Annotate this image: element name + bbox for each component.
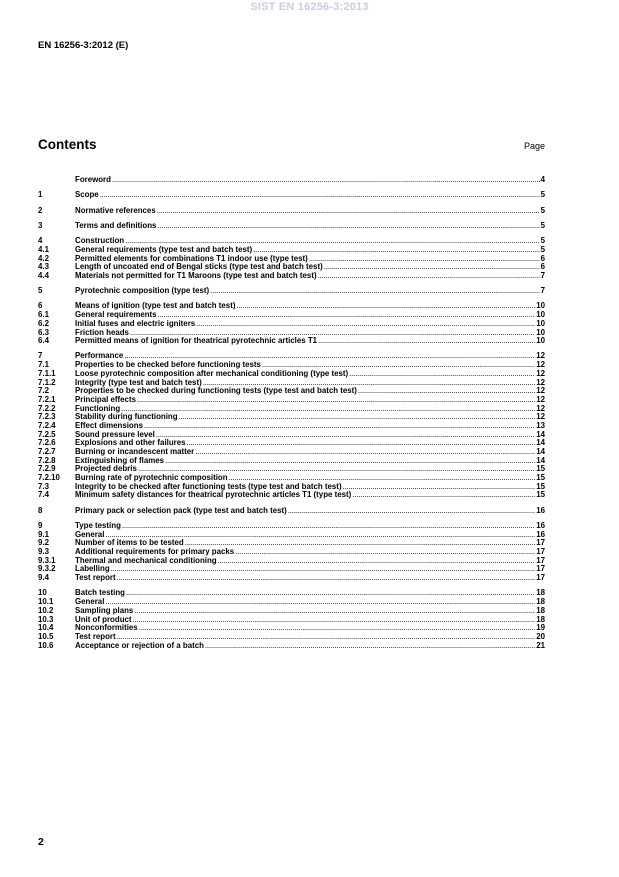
toc-entry-number: 9.3.1 (38, 555, 56, 565)
toc-entry-number: 4.3 (38, 262, 49, 272)
toc-dot-leader (318, 337, 535, 346)
toc-entry-page: 5 (540, 205, 545, 215)
toc-dot-leader (288, 507, 535, 516)
toc-entry-title: Scope (75, 190, 99, 200)
toc-dot-leader (165, 457, 535, 466)
toc-dot-leader (236, 302, 535, 311)
table-of-contents (38, 176, 545, 650)
toc-dot-leader (179, 413, 536, 422)
toc-entry-number: 7.2.4 (38, 420, 56, 430)
toc-dot-leader (137, 396, 535, 405)
toc-entry-title: Performance (75, 351, 124, 361)
toc-entry-title: Unit of product (75, 614, 132, 624)
toc-entry-title: Explosions and other failures (75, 438, 186, 448)
toc-entry-title: Friction heads (75, 327, 129, 337)
toc-entry-title: Acceptance or rejection of a batch (75, 640, 204, 650)
toc-entry-number: 7.2.3 (38, 412, 56, 422)
toc-entry-title: Labelling (75, 564, 110, 574)
toc-entry-title: Sound pressure level (75, 429, 155, 439)
toc-entry-page: 5 (540, 244, 545, 254)
toc-entry-title: Burning or incandescent matter (75, 447, 195, 457)
toc-dot-leader (134, 607, 535, 616)
toc-entry[interactable] (38, 222, 545, 231)
toc-entry-title: Terms and definitions (75, 220, 157, 230)
toc-dot-leader (235, 548, 535, 557)
toc-entry-title: Sampling plans (75, 605, 134, 615)
toc-entry-number: 4 (38, 236, 43, 246)
toc-entry-title: Properties to be checked during functioning tests (type test and batch test) (75, 386, 357, 396)
toc-entry-title: Burning rate of pyrotechnic composition (75, 473, 228, 483)
toc-entry-number: 7 (38, 351, 43, 361)
toc-entry-title: Minimum safety distances for theatrical pyrotechnic articles T1 (type test) (75, 490, 352, 500)
toc-entry-title: General (75, 597, 105, 607)
watermark: SIST EN 16256-3:2013 (250, 1, 369, 13)
toc-entry-title: Extinguishing of flames (75, 455, 164, 465)
toc-entry-number: 1 (38, 190, 43, 200)
toc-entry-title: Normative references (75, 205, 156, 215)
toc-entry-title: Test report (75, 631, 116, 641)
toc-entry[interactable] (38, 557, 545, 566)
toc-entry-number: 7.2.2 (38, 403, 56, 413)
toc-entry-page: 12 (536, 351, 545, 361)
toc-entry-title: Primary pack or selection pack (type test and batch test) (75, 505, 287, 515)
toc-entry-page: 15 (536, 490, 545, 500)
toc-entry-page: 20 (536, 631, 545, 641)
toc-dot-leader (358, 387, 535, 396)
toc-entry-page: 14 (536, 455, 545, 465)
toc-entry-title: Functioning (75, 403, 121, 413)
toc-entry-number: 4.4 (38, 270, 49, 280)
toc-entry-page: 10 (536, 336, 545, 346)
toc-entry-page: 12 (536, 377, 545, 387)
toc-entry-page: 12 (536, 386, 545, 396)
toc-entry-number: 7.4 (38, 490, 49, 500)
toc-dot-leader (324, 263, 540, 272)
toc-entry[interactable] (38, 191, 545, 200)
toc-entry-page: 18 (536, 588, 545, 598)
toc-dot-leader (117, 574, 536, 583)
toc-entry-page: 10 (536, 310, 545, 320)
toc-dot-leader (352, 491, 535, 500)
toc-entry-page: 17 (536, 547, 545, 557)
toc-entry-title: Pyrotechnic composition (type test) (75, 286, 210, 296)
toc-entry-page: 13 (536, 420, 545, 430)
toc-dot-leader (112, 176, 540, 185)
toc-dot-leader (218, 557, 536, 566)
toc-entry-number: 7.2.1 (38, 394, 56, 404)
toc-dot-leader (205, 642, 535, 651)
toc-entry-number: 7.2.10 (38, 473, 60, 483)
toc-entry-page: 12 (536, 360, 545, 370)
toc-entry-page: 17 (536, 555, 545, 565)
toc-entry-number: 7.1.1 (38, 368, 56, 378)
toc-entry-number: 7.2.7 (38, 447, 56, 457)
toc-entry-title: Test report (75, 573, 116, 583)
toc-entry-title: Effect dimensions (75, 420, 143, 430)
toc-entry-title: Permitted means of ignition for theatrical pyrotechnic articles T1 (75, 336, 318, 346)
toc-entry-page: 10 (536, 327, 545, 337)
toc-dot-leader (318, 272, 540, 281)
toc-dot-leader (157, 207, 540, 216)
page-number: 2 (38, 836, 44, 848)
toc-entry-title: Integrity (type test and batch test) (75, 377, 202, 387)
toc-entry-number: 10.4 (38, 623, 54, 633)
toc-entry-number: 10 (38, 588, 47, 598)
toc-entry-title: Foreword (75, 175, 111, 184)
toc-entry-title: Stability during functioning (75, 412, 178, 422)
toc-entry-number: 3 (38, 220, 43, 230)
toc-entry-page: 5 (540, 236, 545, 246)
toc-entry-page: 17 (536, 564, 545, 574)
toc-entry-title: Batch testing (75, 588, 125, 598)
toc-entry-number: 4.2 (38, 253, 49, 263)
toc-entry-title: Principal effects (75, 394, 136, 404)
toc-dot-leader (100, 191, 540, 200)
toc-entry-number: 10.3 (38, 614, 54, 624)
toc-entry[interactable] (38, 507, 545, 516)
toc-dot-leader (126, 589, 535, 598)
toc-entry-page: 5 (540, 220, 545, 230)
toc-entry-title: Construction (75, 236, 125, 246)
toc-entry-title: Additional requirements for primary packs (75, 547, 235, 557)
page-column-label: Page (523, 141, 545, 151)
toc-entry-number: 9.4 (38, 573, 49, 583)
toc-dot-leader (121, 405, 535, 414)
toc-entry-title: Number of items to be tested (75, 538, 184, 548)
toc-dot-leader (343, 483, 536, 492)
toc-entry-title: Means of ignition (type test and batch test) (75, 301, 236, 311)
toc-entry-page: 7 (540, 286, 545, 296)
toc-entry-page: 15 (536, 473, 545, 483)
toc-dot-leader (158, 311, 536, 320)
toc-entry-page: 16 (536, 521, 545, 531)
toc-dot-leader (185, 539, 535, 548)
toc-entry-number: 7.2.6 (38, 438, 56, 448)
toc-entry-title: Integrity to be checked after functioning tests (type test and batch test) (75, 481, 342, 491)
toc-entry-page: 18 (536, 614, 545, 624)
toc-entry-page: 16 (536, 529, 545, 539)
toc-entry-number: 2 (38, 205, 43, 215)
toc-entry-number: 10.2 (38, 605, 54, 615)
toc-entry-number: 7.2.5 (38, 429, 56, 439)
toc-dot-leader (309, 255, 540, 264)
toc-entry-page: 15 (536, 464, 545, 474)
toc-entry[interactable] (38, 574, 545, 583)
toc-entry-number: 7.1 (38, 360, 49, 370)
contents-title: Contents (38, 137, 97, 152)
toc-dot-leader (187, 439, 536, 448)
toc-entry-number: 6 (38, 301, 43, 311)
toc-entry-title: Length of uncoated end of Bengal sticks (type test and batch test) (75, 262, 323, 272)
toc-entry-page: 14 (536, 429, 545, 439)
toc-entry-page: 18 (536, 605, 545, 615)
toc-entry-page: 12 (536, 368, 545, 378)
toc-dot-leader (196, 320, 535, 329)
toc-entry-number: 8 (38, 505, 43, 515)
toc-entry-title: General requirements (75, 310, 157, 320)
toc-entry-number: 6.4 (38, 336, 49, 346)
toc-entry-page: 15 (536, 481, 545, 491)
toc-entry-page: 12 (536, 394, 545, 404)
toc-entry-page: 18 (536, 597, 545, 607)
toc-entry-number: 4.1 (38, 244, 49, 254)
toc-dot-leader (139, 624, 536, 633)
toc-entry-title: General (75, 529, 105, 539)
toc-entry-number: 7.1.2 (38, 377, 56, 387)
toc-entry-number: 5 (38, 286, 43, 296)
toc-entry[interactable] (38, 176, 545, 185)
toc-entry-page: 14 (536, 438, 545, 448)
toc-dot-leader (195, 448, 535, 457)
toc-entry-page: 10 (536, 301, 545, 311)
toc-dot-leader (144, 422, 535, 431)
toc-dot-leader (105, 598, 535, 607)
toc-entry-page: 4 (540, 175, 545, 184)
toc-entry[interactable] (38, 589, 545, 598)
toc-entry-page: 6 (540, 253, 545, 263)
toc-dot-leader (111, 565, 536, 574)
toc-entry-page: 21 (536, 640, 545, 650)
toc-entry-page: 16 (536, 505, 545, 515)
toc-entry-title: Thermal and mechanical conditioning (75, 555, 217, 565)
toc-dot-leader (349, 370, 535, 379)
toc-dot-leader (133, 616, 536, 625)
toc-entry[interactable] (38, 522, 545, 531)
toc-entry-title: Type testing (75, 521, 121, 531)
toc-entry[interactable] (38, 272, 545, 281)
toc-dot-leader (122, 522, 535, 531)
toc-entry-page: 6 (540, 262, 545, 272)
toc-entry-number: 9.2 (38, 538, 49, 548)
document-id: EN 16256-3:2012 (E) (38, 40, 129, 51)
toc-entry-title: General requirements (type test and batch test) (75, 244, 253, 254)
toc-entry-page: 10 (536, 318, 545, 328)
toc-dot-leader (210, 287, 539, 296)
toc-entry-number: 7.2.8 (38, 455, 56, 465)
toc-entry-page: 19 (536, 623, 545, 633)
toc-entry[interactable] (38, 491, 545, 500)
toc-entry-number: 9 (38, 521, 43, 531)
toc-entry[interactable] (38, 642, 545, 651)
toc-dot-leader (157, 222, 539, 231)
toc-entry-number: 10.5 (38, 631, 54, 641)
toc-entry-number: 6.2 (38, 318, 49, 328)
toc-entry[interactable] (38, 287, 545, 296)
toc-entry[interactable] (38, 337, 545, 346)
toc-entry[interactable] (38, 207, 545, 216)
toc-entry-page: 17 (536, 538, 545, 548)
toc-entry-title: Initial fuses and electric igniters (75, 318, 196, 328)
toc-entry-number: 9.3 (38, 547, 49, 557)
toc-dot-leader (156, 431, 535, 440)
toc-entry-page: 17 (536, 573, 545, 583)
toc-entry-title: Loose pyrotechnic composition after mechanical conditioning (type test) (75, 368, 349, 378)
toc-entry-number: 10.1 (38, 597, 54, 607)
toc-entry-number: 7.2.9 (38, 464, 56, 474)
toc-entry-title: Materials not permitted for T1 Maroons (type test and batch test) (75, 270, 317, 280)
toc-entry-title: Permitted elements for combinations T1 indoor use (type test) (75, 253, 308, 263)
toc-entry-number: 6.1 (38, 310, 49, 320)
toc-entry-page: 12 (536, 403, 545, 413)
toc-entry-number: 9.3.2 (38, 564, 56, 574)
toc-entry-number: 7.3 (38, 481, 49, 491)
toc-entry-page: 7 (540, 270, 545, 280)
toc-entry-number: 9.1 (38, 529, 49, 539)
toc-entry-number: 6.3 (38, 327, 49, 337)
toc-entry-title: Projected debris (75, 464, 137, 474)
toc-entry-page: 12 (536, 412, 545, 422)
toc-entry-title: Nonconformities (75, 623, 138, 633)
toc-entry-title: Properties to be checked before functioning tests (75, 360, 261, 370)
toc-entry-page: 5 (540, 190, 545, 200)
toc-entry-page: 14 (536, 447, 545, 457)
toc-entry-number: 10.6 (38, 640, 54, 650)
toc-entry-number: 7.2 (38, 386, 49, 396)
